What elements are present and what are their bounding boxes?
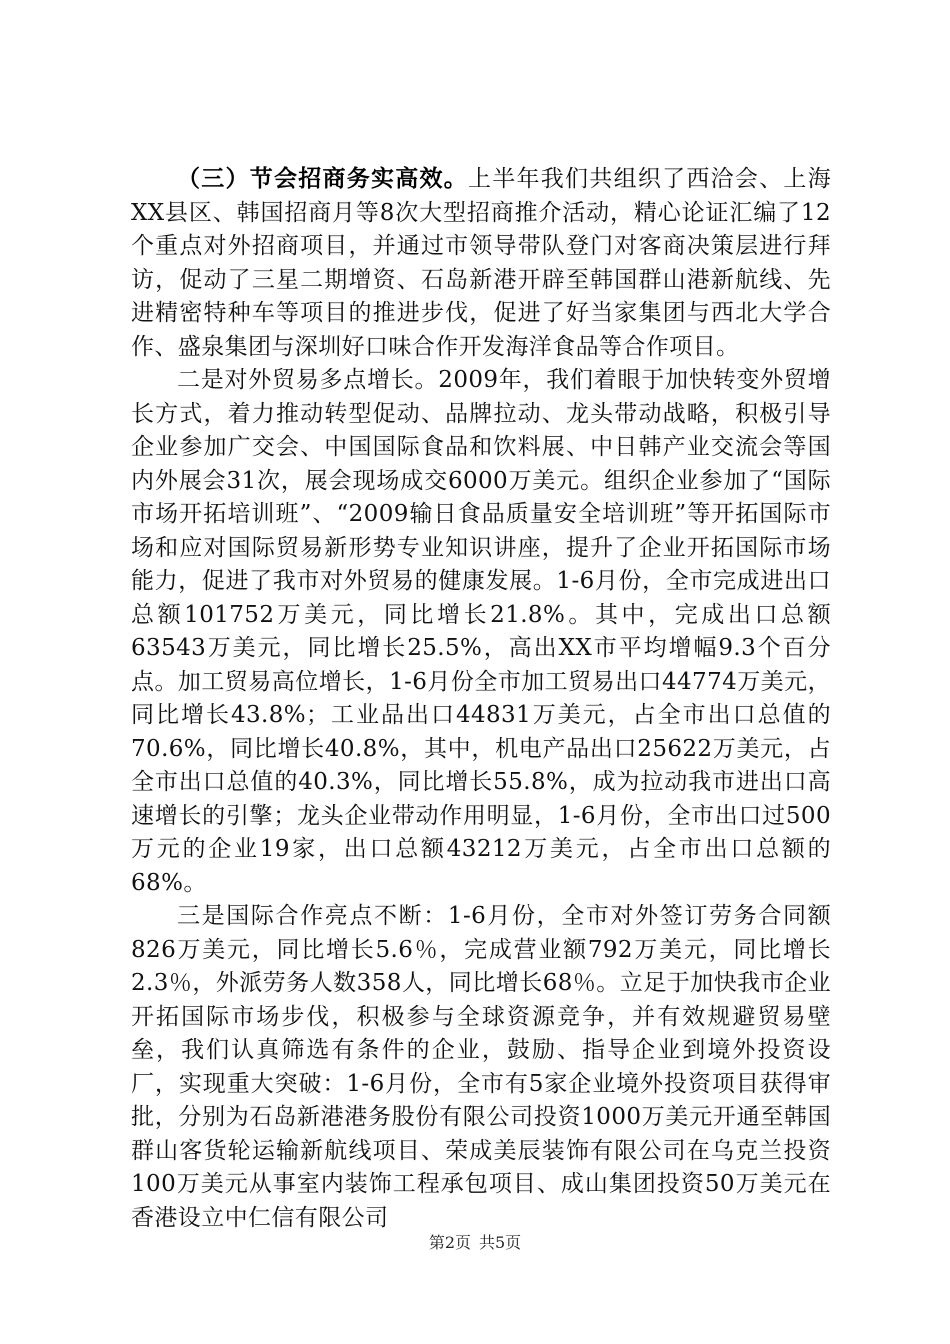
- paragraph-text: 上半年我们共组织了西洽会、上海XX县区、韩国招商月等8次大型招商推介活动，精心论证汇编了12个重点对外招商项目，并通过市领导带队登门对客商决策层进行拜访，促动了三星二期增资、石岛新港开辟至韩国群山港新航线、先进精密特种车等项目的推进步伐，促进了好当家集团与西北大学合作、盛泉集团与深圳好口味合作开发海洋食品等合作项目。: [131, 166, 831, 360]
- page-footer: [0, 1230, 950, 1253]
- paragraph-international-cooperation: [131, 900, 831, 1235]
- body-text: [131, 162, 831, 1235]
- paragraph-lead: （三）节会招商务实高效。: [177, 165, 469, 192]
- paragraph-text: 三是国际合作亮点不断：1-6月份，全市对外签订劳务合同额826万美元，同比增长5.6％，完成营业额792万美元，同比增长2.3％，外派劳务人数358人，同比增长68％。立足于加快我市企业开拓国际市场步伐，积极参与全球资源竞争，并有效规避贸易壁垒，我们认真筛选有条件的企业，鼓励、指导企业到境外投资设厂，实现重大突破：1-6月份，全市有5家企业境外投资项目获得审批，分别为石岛新港港务股份有限公司投资1000万美元开通至韩国群山客货轮运输新航线项目、荣成美辰装饰有限公司在乌克兰投资100万美元从事室内装饰工程承包项目、成山集团投资50万美元在香港设立中仁信有限公司: [131, 903, 831, 1231]
- page-total: 共5页: [479, 1233, 522, 1252]
- paragraph-text: 二是对外贸易多点增长。2009年，我们着眼于加快转变外贸增长方式，着力推动转型促动、品牌拉动、龙头带动战略，积极引导企业参加广交会、中国国际食品和饮料展、中日韩产业交流会等国内外展会31次，展会现场成交6000万美元。组织企业参加了“国际市场开拓培训班”、“2009输日食品质量安全培训班”等开拓国际市场和应对国际贸易新形势专业知识讲座，提升了企业开拓国际市场能力，促进了我市对外贸易的健康发展。1-6月份，全市完成进出口总额101752万美元，同比增长21.8%。其中，完成出口总额63543万美元，同比增长25.5%，高出XX市平均增幅9.3个百分点。加工贸易高位增长，1-6月份全市加工贸易出口44774万美元，同比增长43.8%；工业品出口44831万美元，占全市出口总值的70.6%，同比增长40.8%，其中，机电产品出口25622万美元，占全市出口总值的40.3%，同比增长55.8%，成为拉动我市进出口高速增长的引擎；龙头企业带动作用明显，1-6月份，全市出口过500万元的企业19家，出口总额43212万美元，占全市出口总额的68%。: [131, 367, 831, 896]
- paragraph-investment: [131, 162, 831, 364]
- page-number: 第2页: [428, 1233, 471, 1252]
- paragraph-foreign-trade: [131, 364, 831, 900]
